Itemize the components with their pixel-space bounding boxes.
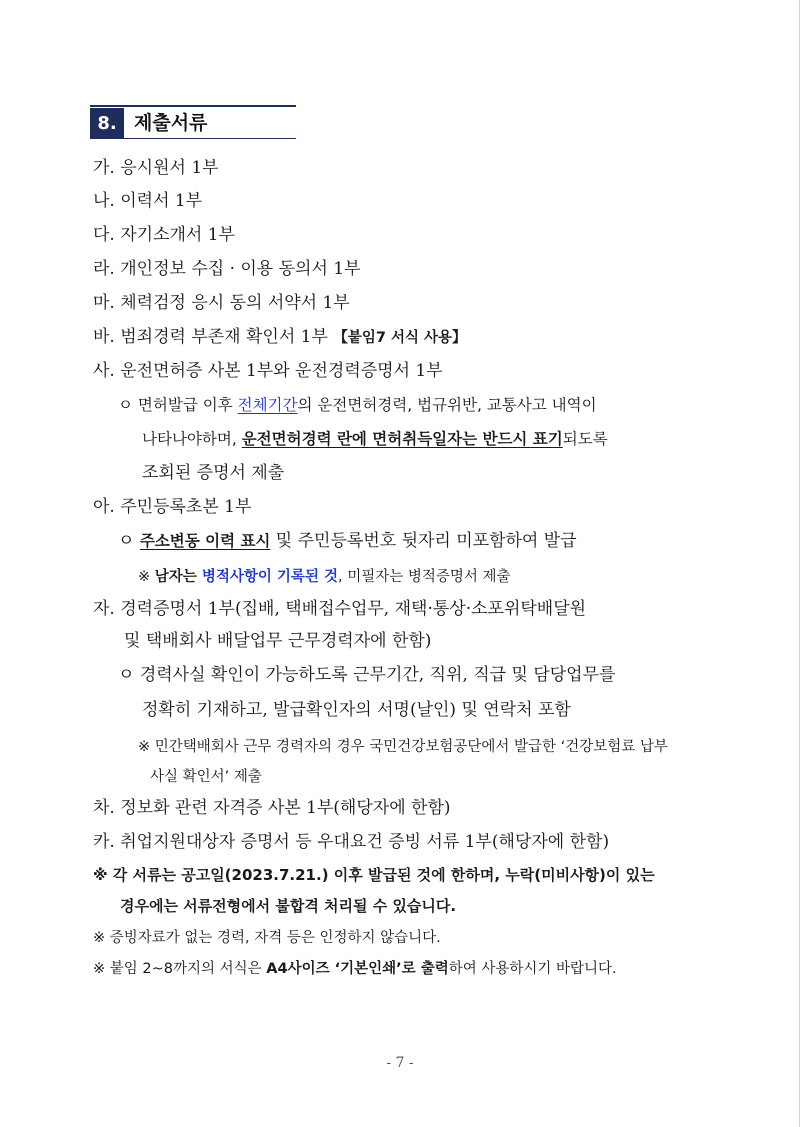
item-a: 아. 주민등록초본 1부: [93, 497, 252, 517]
item-ja-note1: ※ 민간택배회사 근무 경력자의 경우 국민건강보험공단에서 발급한 ‘건강보험료 납부: [138, 739, 668, 755]
item-sa-sub2-underline: 운전면허경력 란에 면허취득일자는 반드시 표기: [241, 430, 563, 448]
item-a-sub: [118, 530, 577, 552]
item-ja-sub1: ㅇ 경력사실 확인이 가능하도록 근무기간, 직위, 직급 및 담당업무를: [118, 665, 616, 685]
item-a-note: [138, 566, 511, 588]
item-sa: 사. 운전면허증 사본 1부와 운전경력증명서 1부: [93, 361, 443, 381]
item-sa-sub2-a: 나타나야하며,: [142, 430, 242, 448]
item-na: 나. 이력서 1부: [93, 191, 203, 211]
header-bottom-rule: [124, 138, 296, 139]
page-number: - 7 -: [386, 1055, 414, 1071]
section-header: [90, 105, 296, 139]
section-title: 제출서류: [134, 112, 208, 134]
item-sa-sub1-b: 의 운전면허경력, 법규위반, 교통사고 내역이: [297, 396, 597, 414]
item-ma: 마. 체력검정 응시 동의 서약서 1부: [93, 293, 350, 313]
item-ka: 카. 취업지원대상자 증명서 등 우대요건 증빙 서류 1부(해당자에 한함): [93, 832, 610, 852]
item-a-sub-a: ㅇ: [118, 531, 140, 551]
section-number: 8.: [90, 108, 124, 139]
note-1-line2: 경우에는 서류전형에서 불합격 처리될 수 있습니다.: [120, 897, 457, 915]
item-da: 다. 자기소개서 1부: [93, 225, 235, 245]
note-3-c: 하여 사용하시기 바랍니다.: [448, 961, 617, 977]
item-ba-text: 바. 범죄경력 부존재 확인서 1부: [93, 327, 334, 347]
item-sa-sub1: [118, 394, 597, 416]
note-2: ※ 증빙자료가 없는 경력, 자격 등은 인정하지 않습니다.: [93, 930, 441, 946]
item-sa-sub2: [142, 428, 608, 450]
item-ga: 가. 응시원서 1부: [93, 158, 219, 178]
item-sa-sub3: 조회된 증명서 제출: [142, 463, 285, 483]
note-3-bold: A4사이즈 ‘기본인쇄’로 출력: [266, 961, 449, 977]
item-a-note-rest: , 미필자는 병적증명서 제출: [338, 569, 511, 585]
note-1-line1: ※ 각 서류는 공고일(2023.7.21.) 이후 발급된 것에 한하며, 누락(미비사항)이 있는: [93, 866, 655, 884]
item-ja-line2: 및 택배회사 배달업무 근무경력자에 한함): [124, 631, 432, 651]
note-3-a: ※ 붙임 2~8까지의 서식은: [93, 961, 267, 977]
item-sa-sub2-b: 되도록: [562, 430, 608, 448]
item-a-note-mark: ※: [138, 569, 155, 585]
item-ja-line1: 자. 경력증명서 1부(집배, 택배접수업무, 재택·통상·소포위탁배달원: [93, 599, 587, 619]
item-ja-note2: 사실 확인서’ 제출: [150, 769, 262, 785]
item-ba: [93, 326, 467, 349]
item-a-note-bold: 남자는: [154, 569, 202, 585]
item-a-note-blue: 병적사항이 기록된 것: [201, 569, 339, 585]
item-ja-sub2: 정확히 기재하고, 발급확인자의 서명(날인) 및 연락처 포함: [142, 700, 571, 720]
item-a-sub-underline: 주소변동 이력 표시: [139, 532, 271, 550]
note-3: [93, 958, 617, 980]
item-sa-sub1-a: ㅇ 면허발급 이후: [118, 396, 238, 414]
item-a-sub-b: 및 주민등록번호 뒷자리 미포함하여 발급: [270, 531, 577, 551]
item-cha: 차. 정보화 관련 자격증 사본 1부(해당자에 한함): [93, 798, 451, 818]
item-ba-note: 【붙임7 서식 사용】: [333, 330, 467, 346]
item-ra: 라. 개인정보 수집 · 이용 동의서 1부: [93, 259, 361, 279]
item-sa-sub1-link: 전체기간: [237, 396, 298, 414]
